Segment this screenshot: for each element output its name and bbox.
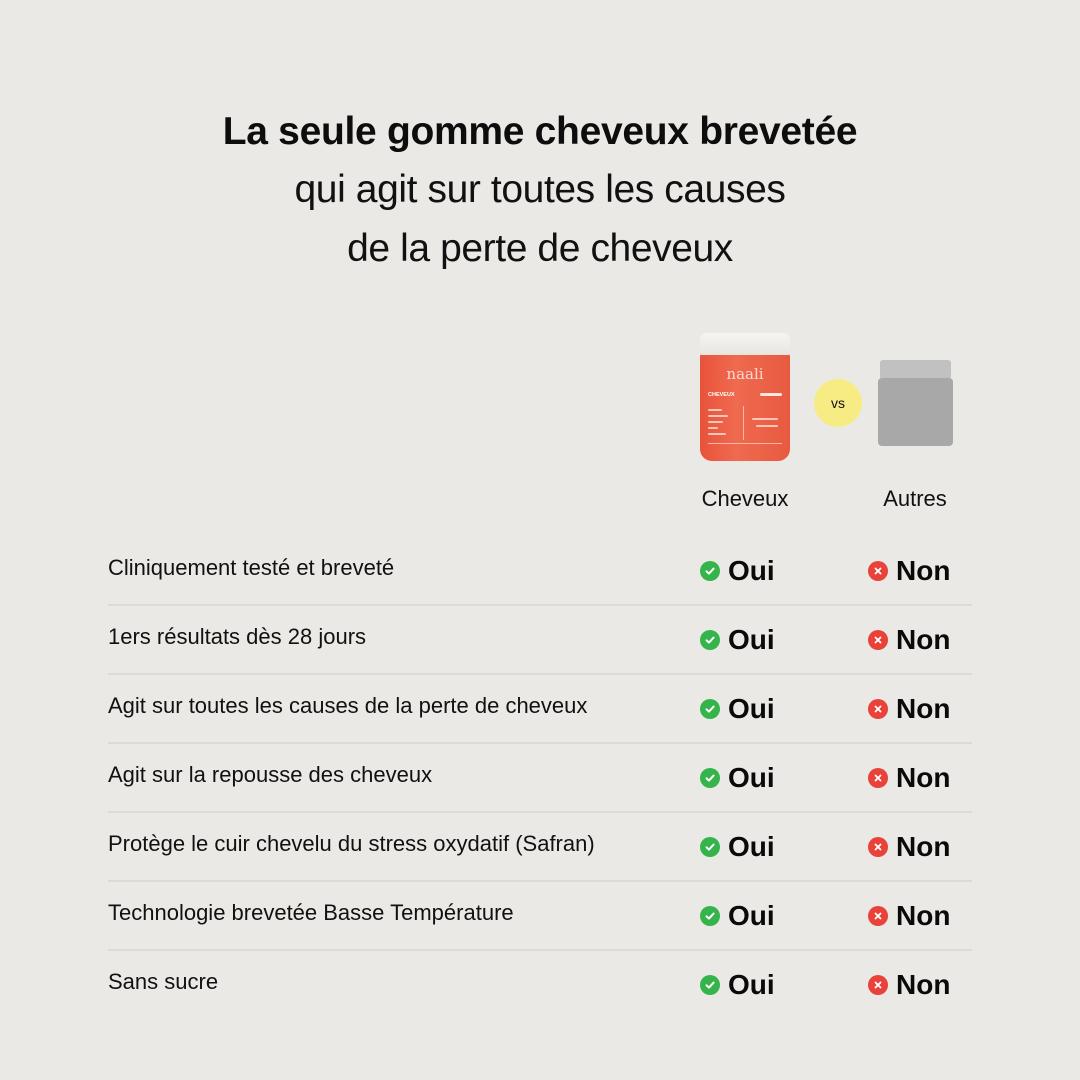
others-cell: [868, 555, 950, 587]
feature-label: Agit sur toutes les causes de la perte de cheveux: [108, 693, 588, 718]
check-circle-icon: [700, 975, 720, 995]
others-value: Non: [896, 831, 951, 862]
headline-subtitle-line1: qui agit sur toutes les causes: [294, 168, 786, 211]
ours-cell: [700, 762, 775, 794]
table-row: [108, 606, 972, 675]
feature-label: Cliniquement testé et breveté: [108, 555, 395, 580]
x-circle-icon: [868, 906, 888, 926]
feature-label: Agit sur la repousse des cheveux: [108, 762, 433, 787]
jar-divider: [743, 406, 744, 440]
feature-label: 1ers résultats dès 28 jours: [108, 624, 367, 649]
table-row: [108, 537, 972, 606]
ours-cell: [700, 693, 775, 725]
feature-label: Technologie brevetée Basse Température: [108, 900, 514, 925]
jar-badge: [760, 393, 782, 396]
jar-product-name: CHEVEUX: [708, 392, 735, 398]
table-row: [108, 951, 972, 1018]
others-cell: [868, 624, 950, 656]
others-value: Non: [896, 762, 951, 793]
ours-value: Oui: [728, 831, 775, 862]
table-row: [108, 813, 972, 882]
jar-divider: [708, 443, 782, 444]
x-circle-icon: [868, 975, 888, 995]
others-value: Non: [896, 693, 951, 724]
vs-badge: vs: [814, 379, 862, 427]
check-circle-icon: [700, 768, 720, 788]
ours-cell: [700, 900, 775, 932]
check-circle-icon: [700, 699, 720, 719]
comparison-table: [108, 537, 972, 1018]
ours-value: Oui: [728, 969, 775, 1000]
column-header-others: Autres: [883, 486, 947, 511]
others-cell: [868, 900, 950, 932]
others-cell: [868, 969, 950, 1001]
table-row: [108, 882, 972, 951]
x-circle-icon: [868, 768, 888, 788]
column-header-ours: Cheveux: [701, 486, 789, 511]
table-row: [108, 675, 972, 744]
ours-cell: [700, 624, 775, 656]
ours-cell: [700, 555, 775, 587]
headline-subtitle-line2: de la perte de cheveux: [347, 227, 733, 270]
generic-jar-lid: [880, 360, 951, 378]
headline: [0, 104, 1080, 278]
ours-value: Oui: [728, 762, 775, 793]
x-circle-icon: [868, 699, 888, 719]
generic-jar-body: [878, 378, 953, 446]
others-value: Non: [896, 555, 951, 586]
others-cell: [868, 762, 950, 794]
x-circle-icon: [868, 630, 888, 650]
others-value: Non: [896, 969, 951, 1000]
ours-value: Oui: [728, 900, 775, 931]
others-value: Non: [896, 900, 951, 931]
check-circle-icon: [700, 630, 720, 650]
ours-value: Oui: [728, 624, 775, 655]
others-cell: [868, 831, 950, 863]
check-circle-icon: [700, 906, 720, 926]
x-circle-icon: [868, 561, 888, 581]
ours-value: Oui: [728, 693, 775, 724]
check-circle-icon: [700, 561, 720, 581]
ours-cell: [700, 969, 775, 1001]
feature-label: Sans sucre: [108, 969, 219, 994]
check-circle-icon: [700, 837, 720, 857]
headline-title: La seule gomme cheveux brevetée: [222, 110, 858, 153]
product-jar-image: [700, 333, 790, 461]
ours-cell: [700, 831, 775, 863]
others-value: Non: [896, 624, 951, 655]
ours-value: Oui: [728, 555, 775, 586]
x-circle-icon: [868, 837, 888, 857]
table-row: [108, 744, 972, 813]
others-cell: [868, 693, 950, 725]
jar-body: [700, 351, 790, 461]
feature-label: Protège le cuir chevelu du stress oxydatif (Safran): [108, 831, 595, 856]
jar-cap: [700, 333, 790, 355]
jar-brand: naali: [726, 365, 764, 383]
